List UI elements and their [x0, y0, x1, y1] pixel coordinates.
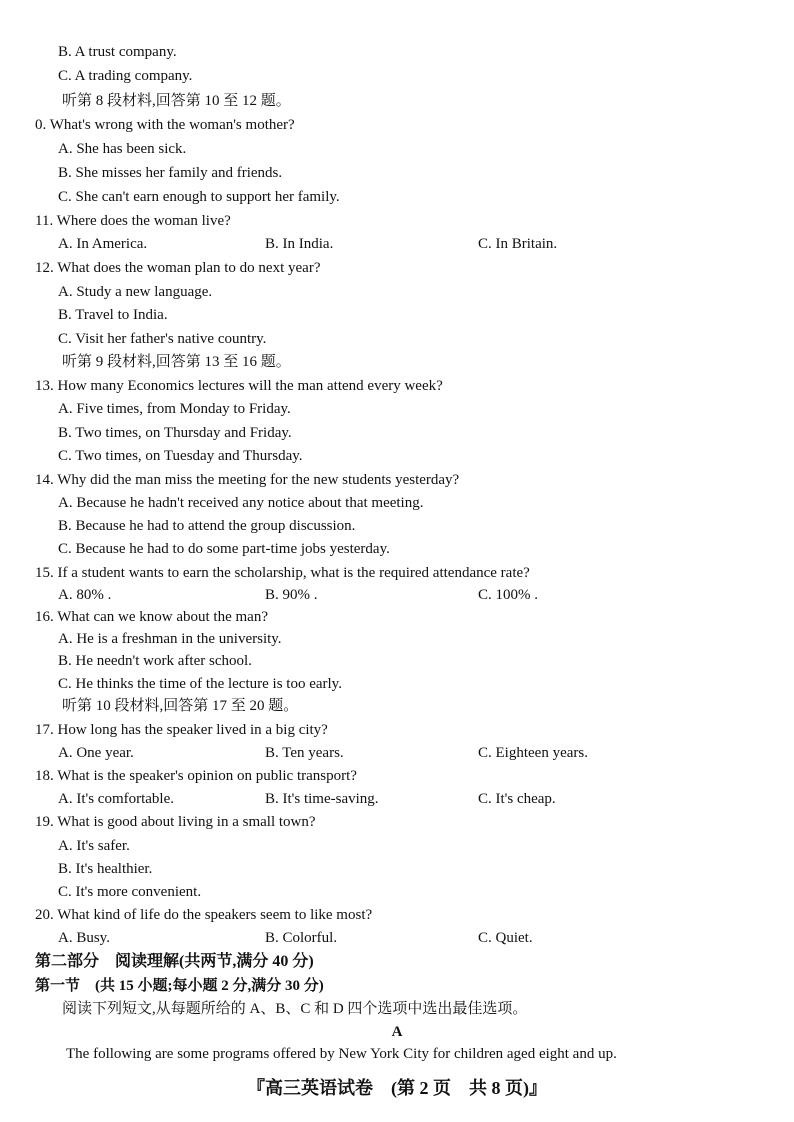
question-19-option-b: B. It's healthier. — [58, 861, 153, 877]
passage-intro: The following are some programs offered by New York City for children aged eight and up. — [66, 1046, 617, 1062]
question-13: 13. How many Economics lectures will the man attend every week? — [35, 378, 443, 394]
reading-instruction: 阅读下列短文,从每题所给的 A、B、C 和 D 四个选项中选出最佳选项。 — [62, 1001, 528, 1017]
question-15-option-a: A. 80% . — [58, 587, 112, 603]
question-20-option-b: B. Colorful. — [265, 930, 338, 946]
section-instruction-9: 听第 9 段材料,回答第 13 至 16 题。 — [62, 354, 291, 370]
question-18-option-a: A. It's comfortable. — [58, 791, 175, 807]
question-16-option-c: C. He thinks the time of the lecture is too early. — [58, 676, 342, 692]
part-two-heading: 第二部分 阅读理解(共两节,满分 40 分) — [35, 953, 314, 970]
section-instruction-10: 听第 10 段材料,回答第 17 至 20 题。 — [62, 698, 299, 714]
question-17: 17. How long has the speaker lived in a big city? — [35, 722, 328, 738]
question-17-option-c: C. Eighteen years. — [478, 745, 588, 761]
question-10: 0. What's wrong with the woman's mother? — [35, 117, 295, 133]
question-15-option-c: C. 100% . — [478, 587, 538, 603]
section-one-heading: 第一节 (共 15 小题;每小题 2 分,满分 30 分) — [35, 978, 324, 994]
question-11-option-c: C. In Britain. — [478, 236, 558, 252]
question-20: 20. What kind of life do the speakers seem to like most? — [35, 907, 373, 923]
section-instruction-8: 听第 8 段材料,回答第 10 至 12 题。 — [62, 93, 291, 109]
question-13-option-b: B. Two times, on Thursday and Friday. — [58, 425, 292, 441]
question-11-option-a: A. In America. — [58, 236, 148, 252]
question-16-option-a: A. He is a freshman in the university. — [58, 631, 282, 647]
question-20-option-c: C. Quiet. — [478, 930, 533, 946]
question-11-option-b: B. In India. — [265, 236, 334, 252]
question-12: 12. What does the woman plan to do next year? — [35, 260, 321, 276]
question-15: 15. If a student wants to earn the scholarship, what is the required attendance rate? — [35, 565, 530, 581]
question-10-option-b: B. She misses her family and friends. — [58, 165, 283, 181]
option-b-trust-company: B. A trust company. — [58, 44, 177, 60]
question-18-option-b: B. It's time-saving. — [265, 791, 379, 807]
question-15-option-b: B. 90% . — [265, 587, 318, 603]
question-16-option-b: B. He needn't work after school. — [58, 653, 252, 669]
question-12-option-a: A. Study a new language. — [58, 284, 213, 300]
option-c-trading-company: C. A trading company. — [58, 68, 193, 84]
question-14: 14. Why did the man miss the meeting for the new students yesterday? — [35, 472, 460, 488]
passage-label: A — [391, 1024, 403, 1040]
question-13-option-a: A. Five times, from Monday to Friday. — [58, 401, 291, 417]
question-13-option-c: C. Two times, on Tuesday and Thursday. — [58, 448, 303, 464]
question-16: 16. What can we know about the man? — [35, 609, 268, 625]
question-17-option-a: A. One year. — [58, 745, 134, 761]
question-17-option-b: B. Ten years. — [265, 745, 344, 761]
question-12-option-c: C. Visit her father's native country. — [58, 331, 267, 347]
question-14-option-a: A. Because he hadn't received any notice about that meeting. — [58, 495, 424, 511]
page-footer: 『高三英语试卷 (第 2 页 共 8 页)』 — [247, 1078, 547, 1098]
question-19-option-c: C. It's more convenient. — [58, 884, 202, 900]
question-14-option-b: B. Because he had to attend the group discussion. — [58, 518, 356, 534]
question-10-option-c: C. She can't earn enough to support her family. — [58, 189, 340, 205]
question-11: 11. Where does the woman live? — [35, 213, 231, 229]
question-14-option-c: C. Because he had to do some part-time jobs yesterday. — [58, 541, 390, 557]
question-10-option-a: A. She has been sick. — [58, 141, 187, 157]
question-12-option-b: B. Travel to India. — [58, 307, 168, 323]
question-19: 19. What is good about living in a small town? — [35, 814, 316, 830]
question-20-option-a: A. Busy. — [58, 930, 110, 946]
question-19-option-a: A. It's safer. — [58, 838, 130, 854]
question-18-option-c: C. It's cheap. — [478, 791, 556, 807]
question-18: 18. What is the speaker's opinion on public transport? — [35, 768, 357, 784]
